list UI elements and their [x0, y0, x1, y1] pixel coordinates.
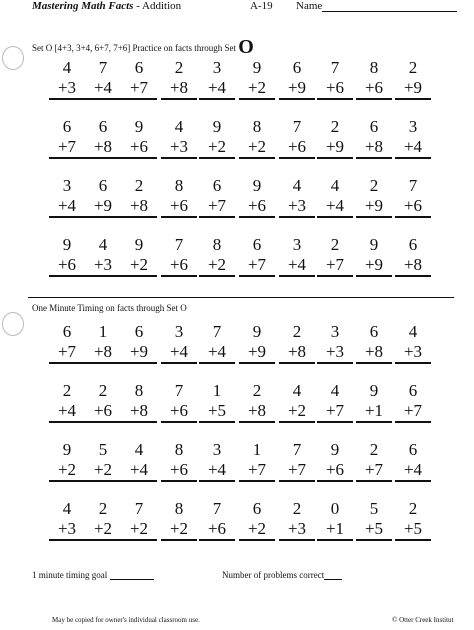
addend-bottom: +6 — [356, 78, 392, 100]
addend-top: 6 — [252, 499, 262, 518]
problem-row — [0, 499, 474, 545]
math-problem — [279, 499, 315, 541]
addend-top: 4 — [134, 440, 144, 459]
math-problem — [317, 499, 353, 541]
math-problem — [317, 235, 353, 277]
math-problem — [356, 499, 392, 541]
addend-top: 9 — [62, 235, 72, 254]
addend-bottom: +4 — [161, 342, 197, 364]
math-problem — [279, 440, 315, 482]
addend-top: 4 — [62, 499, 72, 518]
math-problem — [356, 235, 392, 277]
math-problem — [121, 381, 157, 423]
math-problem — [161, 58, 197, 100]
math-problem — [161, 381, 197, 423]
addend-bottom: +8 — [85, 137, 121, 159]
addend-top: 7 — [98, 58, 108, 77]
publisher-credit: © Otter Creek Institut — [392, 616, 454, 624]
math-problem — [161, 235, 197, 277]
addend-bottom: +8 — [395, 255, 431, 277]
addend-top: 7 — [292, 117, 302, 136]
addend-top: 6 — [252, 235, 262, 254]
addend-bottom: +2 — [239, 519, 275, 541]
math-problem — [239, 176, 275, 218]
math-problem — [317, 322, 353, 364]
math-problem — [85, 235, 121, 277]
addend-bottom: +8 — [85, 342, 121, 364]
problem-row — [0, 235, 474, 281]
addend-bottom: +4 — [49, 401, 85, 423]
math-problem — [49, 235, 85, 277]
addend-bottom: +5 — [356, 519, 392, 541]
addend-top: 9 — [134, 117, 144, 136]
addend-bottom: +7 — [49, 342, 85, 364]
addend-top: 3 — [408, 117, 418, 136]
math-problem — [49, 176, 85, 218]
addend-bottom: +9 — [356, 196, 392, 218]
math-problem — [85, 117, 121, 159]
addend-top: 1 — [98, 322, 108, 341]
addend-top: 7 — [212, 499, 222, 518]
addend-top: 9 — [252, 176, 262, 195]
addend-top: 0 — [330, 499, 340, 518]
name-field[interactable]: Name — [296, 0, 457, 12]
addend-top: 6 — [369, 117, 379, 136]
addend-top: 7 — [408, 176, 418, 195]
addend-bottom: +3 — [395, 342, 431, 364]
math-problem — [317, 117, 353, 159]
addend-bottom: +3 — [49, 519, 85, 541]
math-problem — [317, 58, 353, 100]
addend-bottom: +1 — [317, 519, 353, 541]
math-problem — [239, 58, 275, 100]
math-problem — [199, 58, 235, 100]
addend-bottom: +4 — [317, 196, 353, 218]
addend-top: 6 — [134, 58, 144, 77]
addend-top: 9 — [134, 235, 144, 254]
timing-goal[interactable]: 1 minute timing goal — [32, 570, 154, 580]
math-problem — [121, 58, 157, 100]
math-problem — [395, 499, 431, 541]
math-problem — [356, 58, 392, 100]
math-problem — [395, 381, 431, 423]
addend-bottom: +7 — [395, 401, 431, 423]
addend-top: 2 — [252, 381, 262, 400]
worksheet-title: Mastering Math Facts - Addition — [32, 0, 182, 12]
addend-bottom: +6 — [317, 460, 353, 482]
math-problem — [395, 440, 431, 482]
addend-top: 6 — [212, 176, 222, 195]
math-problem — [121, 117, 157, 159]
addend-top: 8 — [134, 381, 144, 400]
addend-bottom: +2 — [279, 401, 315, 423]
addend-top: 1 — [212, 381, 222, 400]
addend-top: 7 — [330, 58, 340, 77]
math-problem — [199, 381, 235, 423]
worksheet-header — [32, 0, 466, 14]
addend-top: 8 — [174, 440, 184, 459]
math-problem — [239, 322, 275, 364]
math-problem — [239, 440, 275, 482]
problem-row — [0, 440, 474, 486]
math-problem — [395, 117, 431, 159]
addend-top: 6 — [408, 381, 418, 400]
addend-bottom: +6 — [161, 255, 197, 277]
math-problem — [85, 58, 121, 100]
math-problem — [85, 381, 121, 423]
addend-top: 6 — [408, 235, 418, 254]
math-problem — [356, 381, 392, 423]
addend-bottom: +9 — [356, 255, 392, 277]
addend-bottom: +7 — [49, 137, 85, 159]
math-problem — [356, 322, 392, 364]
addend-bottom: +3 — [49, 78, 85, 100]
math-problem — [279, 117, 315, 159]
math-problem — [85, 322, 121, 364]
addend-bottom: +6 — [161, 460, 197, 482]
addend-bottom: +9 — [395, 78, 431, 100]
math-problem — [395, 322, 431, 364]
math-problem — [49, 381, 85, 423]
addend-bottom: +6 — [121, 137, 157, 159]
addend-top: 7 — [134, 499, 144, 518]
addend-top: 2 — [292, 322, 302, 341]
math-problem — [121, 176, 157, 218]
math-problem — [279, 176, 315, 218]
math-problem — [356, 176, 392, 218]
math-problem — [317, 440, 353, 482]
addend-top: 6 — [369, 322, 379, 341]
addend-top: 1 — [252, 440, 262, 459]
addend-bottom: +4 — [199, 78, 235, 100]
addend-top: 9 — [330, 440, 340, 459]
addend-bottom: +7 — [279, 460, 315, 482]
addend-bottom: +6 — [161, 401, 197, 423]
math-problem — [199, 499, 235, 541]
problem-row — [0, 117, 474, 163]
math-problem — [161, 440, 197, 482]
problems-correct[interactable]: Number of problems correct — [222, 570, 342, 580]
addend-bottom: +6 — [199, 519, 235, 541]
math-problem — [85, 176, 121, 218]
addend-bottom: +7 — [239, 460, 275, 482]
math-problem — [161, 176, 197, 218]
addend-bottom: +8 — [161, 78, 197, 100]
math-problem — [279, 235, 315, 277]
addend-bottom: +4 — [199, 460, 235, 482]
addend-top: 9 — [369, 381, 379, 400]
addend-top: 2 — [408, 58, 418, 77]
addend-bottom: +7 — [356, 460, 392, 482]
addend-top: 5 — [369, 499, 379, 518]
addend-top: 7 — [174, 235, 184, 254]
addend-top: 4 — [174, 117, 184, 136]
addend-top: 7 — [292, 440, 302, 459]
addend-top: 8 — [212, 235, 222, 254]
addend-bottom: +6 — [239, 196, 275, 218]
addend-top: 4 — [292, 381, 302, 400]
practice-heading: Set O [4+3, 3+4, 6+7, 7+6] Practice on facts through Set O — [32, 36, 254, 58]
addend-bottom: +2 — [199, 137, 235, 159]
addend-bottom: +4 — [85, 78, 121, 100]
addend-bottom: +8 — [121, 196, 157, 218]
addend-top: 8 — [369, 58, 379, 77]
math-problem — [279, 322, 315, 364]
math-problem — [49, 499, 85, 541]
addend-top: 4 — [330, 381, 340, 400]
addend-top: 6 — [98, 117, 108, 136]
math-problem — [161, 499, 197, 541]
math-problem — [395, 58, 431, 100]
math-problem — [317, 381, 353, 423]
addend-bottom: +5 — [199, 401, 235, 423]
addend-top: 2 — [408, 499, 418, 518]
addend-top: 8 — [252, 117, 262, 136]
addend-top: 2 — [62, 381, 72, 400]
addend-top: 9 — [62, 440, 72, 459]
addend-top: 5 — [98, 440, 108, 459]
math-problem — [85, 440, 121, 482]
addend-bottom: +9 — [121, 342, 157, 364]
addend-bottom: +2 — [239, 137, 275, 159]
addend-bottom: +2 — [85, 460, 121, 482]
addend-bottom: +2 — [49, 460, 85, 482]
addend-bottom: +4 — [121, 460, 157, 482]
addend-bottom: +4 — [49, 196, 85, 218]
addend-top: 9 — [369, 235, 379, 254]
addend-bottom: +5 — [395, 519, 431, 541]
math-problem — [239, 499, 275, 541]
addend-top: 6 — [134, 322, 144, 341]
addend-top: 3 — [62, 176, 72, 195]
copyright-note: May be copied for owner's individual classroom use. — [52, 616, 200, 624]
math-problem — [121, 322, 157, 364]
addend-bottom: +8 — [356, 137, 392, 159]
timing-heading: One Minute Timing on facts through Set O — [32, 303, 187, 313]
section-divider — [28, 297, 454, 298]
addend-bottom: +8 — [279, 342, 315, 364]
addend-bottom: +7 — [317, 255, 353, 277]
addend-bottom: +4 — [279, 255, 315, 277]
addend-top: 3 — [174, 322, 184, 341]
addend-top: 9 — [252, 322, 262, 341]
math-problem — [161, 117, 197, 159]
problem-row — [0, 381, 474, 427]
math-problem — [395, 176, 431, 218]
math-problem — [356, 440, 392, 482]
math-problem — [121, 499, 157, 541]
addend-bottom: +3 — [161, 137, 197, 159]
math-problem — [85, 499, 121, 541]
addend-top: 2 — [330, 235, 340, 254]
addend-top: 7 — [174, 381, 184, 400]
problem-row — [0, 58, 474, 104]
math-problem — [199, 235, 235, 277]
problem-row — [0, 176, 474, 222]
addend-top: 6 — [408, 440, 418, 459]
addend-top: 8 — [174, 499, 184, 518]
math-problem — [161, 322, 197, 364]
addend-bottom: +7 — [121, 78, 157, 100]
addend-bottom: +2 — [161, 519, 197, 541]
addend-top: 4 — [98, 235, 108, 254]
addend-bottom: +7 — [317, 401, 353, 423]
addend-bottom: +6 — [317, 78, 353, 100]
addend-top: 3 — [212, 58, 222, 77]
addend-top: 2 — [330, 117, 340, 136]
addend-bottom: +3 — [317, 342, 353, 364]
addend-bottom: +9 — [279, 78, 315, 100]
addend-bottom: +2 — [121, 519, 157, 541]
addend-top: 6 — [62, 322, 72, 341]
math-problem — [317, 176, 353, 218]
addend-bottom: +4 — [395, 460, 431, 482]
math-problem — [199, 440, 235, 482]
math-problem — [121, 440, 157, 482]
addend-bottom: +9 — [85, 196, 121, 218]
addend-bottom: +4 — [199, 342, 235, 364]
addend-top: 2 — [369, 176, 379, 195]
math-problem — [395, 235, 431, 277]
addend-bottom: +2 — [199, 255, 235, 277]
math-problem — [356, 117, 392, 159]
math-problem — [49, 322, 85, 364]
addend-top: 8 — [174, 176, 184, 195]
addend-top: 3 — [330, 322, 340, 341]
addend-bottom: +7 — [239, 255, 275, 277]
addend-top: 2 — [174, 58, 184, 77]
addend-bottom: +8 — [239, 401, 275, 423]
addend-bottom: +9 — [239, 342, 275, 364]
addend-bottom: +3 — [279, 519, 315, 541]
addend-bottom: +2 — [239, 78, 275, 100]
addend-top: 6 — [98, 176, 108, 195]
addend-top: 2 — [292, 499, 302, 518]
math-problem — [49, 117, 85, 159]
math-problem — [49, 440, 85, 482]
problem-row — [0, 322, 474, 368]
math-problem — [199, 322, 235, 364]
addend-top: 2 — [98, 499, 108, 518]
addend-bottom: +8 — [121, 401, 157, 423]
addend-top: 6 — [292, 58, 302, 77]
addend-top: 4 — [330, 176, 340, 195]
math-problem — [279, 381, 315, 423]
addend-bottom: +4 — [395, 137, 431, 159]
addend-top: 7 — [212, 322, 222, 341]
addend-bottom: +8 — [356, 342, 392, 364]
math-problem — [279, 58, 315, 100]
addend-bottom: +3 — [279, 196, 315, 218]
math-problem — [239, 381, 275, 423]
addend-bottom: +2 — [121, 255, 157, 277]
addend-top: 6 — [62, 117, 72, 136]
addend-top: 3 — [292, 235, 302, 254]
addend-bottom: +6 — [49, 255, 85, 277]
addend-bottom: +6 — [85, 401, 121, 423]
addend-top: 2 — [134, 176, 144, 195]
addend-top: 9 — [252, 58, 262, 77]
addend-top: 4 — [62, 58, 72, 77]
math-problem — [121, 235, 157, 277]
addend-bottom: +1 — [356, 401, 392, 423]
addend-bottom: +6 — [395, 196, 431, 218]
worksheet-code: A-19 — [250, 0, 273, 12]
math-problem — [239, 117, 275, 159]
math-problem — [199, 176, 235, 218]
addend-top: 9 — [212, 117, 222, 136]
math-problem — [49, 58, 85, 100]
addend-top: 4 — [408, 322, 418, 341]
math-problem — [199, 117, 235, 159]
addend-bottom: +9 — [317, 137, 353, 159]
math-problem — [239, 235, 275, 277]
addend-bottom: +6 — [279, 137, 315, 159]
addend-bottom: +6 — [161, 196, 197, 218]
addend-bottom: +2 — [85, 519, 121, 541]
addend-top: 2 — [98, 381, 108, 400]
addend-top: 4 — [292, 176, 302, 195]
addend-top: 3 — [212, 440, 222, 459]
addend-bottom: +3 — [85, 255, 121, 277]
addend-bottom: +7 — [199, 196, 235, 218]
addend-top: 2 — [369, 440, 379, 459]
